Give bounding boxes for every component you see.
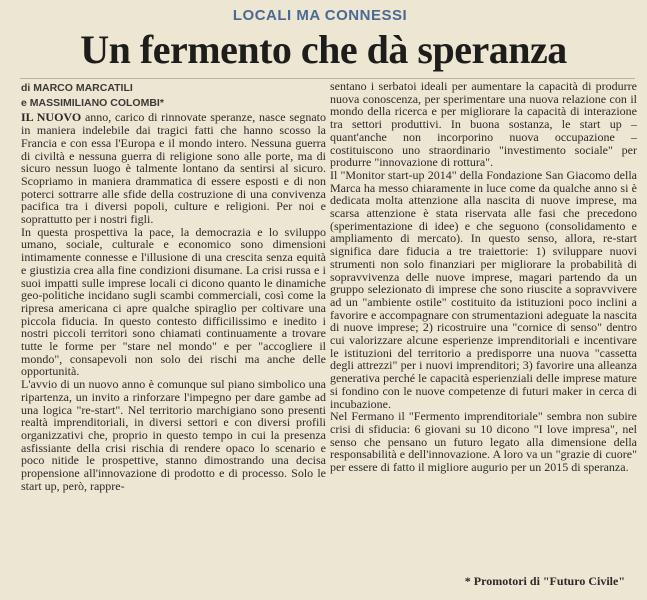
section-kicker: LOCALI MA CONNESSI [232,7,408,24]
paragraph: L'avvio di un nuovo anno è comunque sul piano simbolico una ripartenza, un invito a rinforzare l'impegno per dare gambe ad una logica "re-start". Nel territorio marchigiano sono presenti realtà imprenditoriali, in diversi settori e con diversi profili organizzativi che, proprio in questo tempo in cui la presenza asfissiante della crisi rischia di rendere opaco lo scenario e poco nitide le prospettive, stanno dimostrando una decisa propensione all'innovazione di prodotto e di processo. Solo le start up, però, rappre- [21,377,326,493]
paragraph: Nel Fermano il "Fermento imprenditoriale" sembra non subire crisi di sfiducia: 6 giovani su 10 dicono "I love impresa", nel senso che pensano un futuro legato alla dimensione della responsabilità e dell'innovazione. A loro va un "grazie di cuore" per essere di fatto il migliore augurio per un 2015 di speranza. [330,409,637,475]
article-column-right [330,80,637,474]
paragraph-text: anno, carico di rinnovate speranze, nasce segnato in maniera indelebile dai tragici fatti che hanno scosso la Francia e con essa l'Europa e il mondo intero. Nessuna guerra di civiltà e nessuna guerra di religione sono alle porte, ma di sicuro nessun luogo è talmente lontano da sentirsi al sicuro. Scopriamo in maniera drammatica di essere esposti e di non poterci sottrarre alle sfide della costruzione di una convivenza pacifica tra i diversi popoli, culture e religioni. Per noi e soprattutto per i nostri figli. [21,110,326,227]
article-column-left [21,82,326,493]
paragraph: Il "Monitor start-up 2014" della Fondazione San Giacomo della Marca ha messo chiaramente in luce come da qualche anno si è dedicata molta attenzione alla nascita di nuove imprese, ma scarsa attenzione è stata riservata alle fasi che precedono (sperimentazione di idee) e che seguono (consolidamento e ampliamento di mercato). In questo senso, allora, re-start significa dare fiducia a tre traiettorie: 1) sviluppare nuovi strumenti non solo finanziari per migliorare la probabilità di sopravvivenza delle nuove imprese, magari partendo da un gruppo selezionato di imprese che sono riuscite a sopravvivere ad un "ambiente ostile" costituito da istituzioni poco inclini a favorire e accompagnare con strumentazioni adeguate la nascita di nuove imprese; 2) ricostruire una "cornice di senso" dentro cui valorizzare alcune esperienze imprenditoriali e incentivare le istituzioni del territorio a predisporre una nuova "cassetta degli attrezzi" per i nuovi imprenditori; 3) favorire una alleanza generativa perché le capacità esperienziali delle imprese mature si fondino con le nuove competenze di futuri maker in cerca di incubazione. [330,167,637,411]
paragraph: In questa prospettiva la pace, la democrazia e lo sviluppo umano, sociale, culturale e economico sono dimensioni intimamente connesse e l'illusione di una crescita senza equità e giustizia crea alla fine condizioni disumane. La crisi russa e i suoi impatti sulle imprese locali ci dicono quanto le dinamiche geo-politiche incidano sugli scambi commerciali, così come la ripresa americana ci apre qualche spiraglio per coltivare una piccola fiducia. In questo contesto difficilissimo e inedito i nostri piccoli territori sono chiamati continuamente a trovare tutte le forme per "stare nel mondo" e per "accogliere il mondo", consapevoli non solo dei rischi ma anche delle opportunità. [21,224,326,379]
paragraph [21,111,326,225]
headline: Un fermento che dà speranza [80,27,567,72]
paragraph: sentano i serbatoi ideali per aumentare la capacità di produrre nuova conoscenza, per sperimentare una nuova relazione con il mondo della ricerca e per migliorare la capacità di interazione tra settori produttivi. In buona sostanza, le start up – quant'anche non incorporino nuova occupazione – costituiscono uno straordinario "investimento sociale" per produrre "innovazione di rottura". [330,79,637,170]
author-note: * Promotori di "Futuro Civile" [464,574,625,588]
byline-author-2: e MASSIMILIANO COLOMBI* [21,96,164,109]
lead-word: IL NUOVO [21,110,82,125]
byline-author-1: di MARCO MARCATILI [21,82,133,94]
